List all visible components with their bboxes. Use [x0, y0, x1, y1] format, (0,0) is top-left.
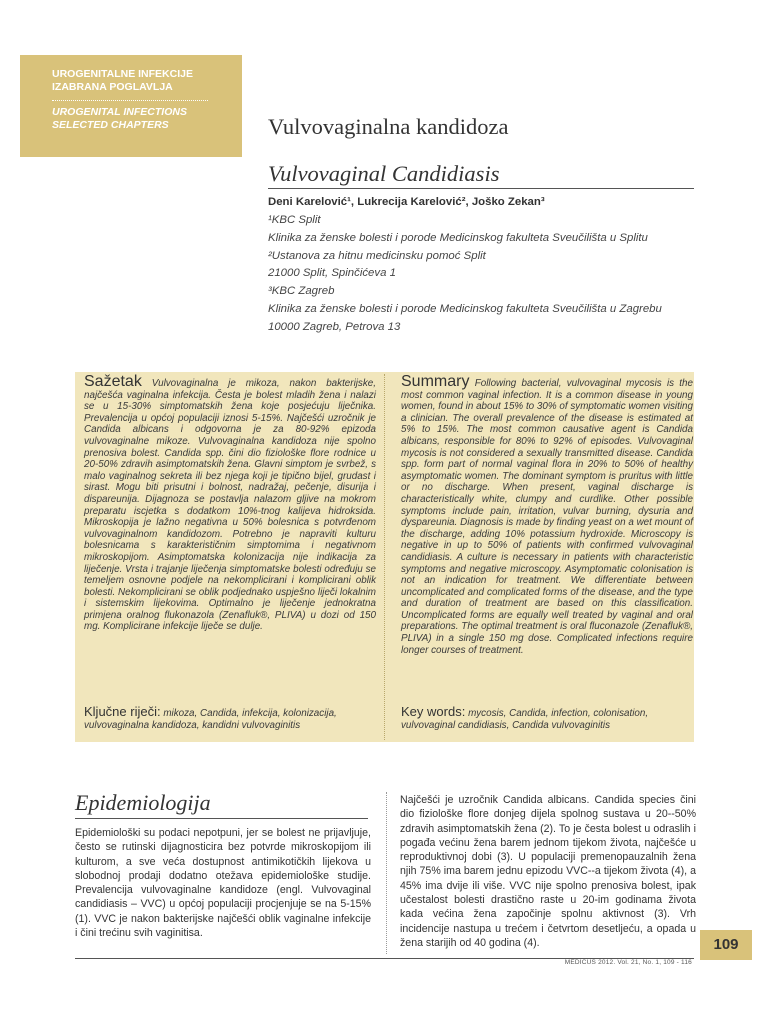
- banner-en-line2: SELECTED CHAPTERS: [52, 119, 169, 131]
- abstract-hr-text: Vulvovaginalna je mikoza, nakon bakterijske, najčešća vaginalna infekcija. Česta je bolest mladih žena i nalazi se u 15-30% simptomatskih žena koje posjećuju liječnika. Prevalencija u općoj populaciji iznosi 5-15%. Najčešći uzročnik je Candida albicans i odgovorna je za 80-92% epizoda vulvovaginalne mikoze. Vulvovaginalna kandidoza nije spolno prenosiva bolest. Candida spp. čini dio fiziološke flore rodnice u 20-50% zdravih asimptomatskih žena. Glavni simptom je svrbež, s malo vaginalnog sekreta ili bez njega koji je tipično bijel, grudast i sirast. Mogu biti prisutni i bolnost, nadražaj, pečenje, disurija i dispareunija. Dijagnoza se postavlja nalazom gljive na mokrom preparatu iscjetka s dodatkom 10%-tnog kalijeva hidroksida. Mikroskopija je lažno negativna u 50% bolesnica s potvrđenom vulvovaginalnom kandidozom. Potrebno je napraviti kulturu bolesnicama s karakterističnim simptomima i negativnom mikroskopijom. Asimptomatska kolonizacija nije indikacija za liječenje. Vrsta i trajanje liječenja simptomatske bolesti određuju se temeljem osnovne podjele na nekomplicirani i komplicirani oblik bolesti. Nekomplicirani se oblik podjednako uspješno liječi lokalnim i sistemskim lijekovima. Optimalno je liječenje jednokratna primjena oralnog flukonazola (Zenafluk®, PLIVA) u dozi od 150 mg. Komplicirane infekcije liječe se dulje.: [84, 378, 376, 633]
- keywords-hr: [84, 706, 376, 731]
- banner-hr-line2: IZABRANA POGLAVLJA: [52, 81, 173, 93]
- banner-hr-line1: UROGENITALNE INFEKCIJE: [52, 68, 193, 80]
- banner-divider: [52, 100, 208, 101]
- affiliation-item: 10000 Zagreb, Petrova 13: [268, 320, 401, 333]
- abstract-hr: [84, 373, 376, 633]
- affiliation-item: ²Ustanova za hitnu medicinsku pomoć Split: [268, 249, 486, 262]
- banner-en-line1: UROGENITAL INFECTIONS: [52, 106, 187, 118]
- keywords-en-label: Key words:: [401, 704, 466, 719]
- series-banner: [20, 55, 242, 157]
- keywords-en-text: mycosis, Candida, infection, colonisation, vulvovaginal candidiasis, Candida vulvovaginitis: [401, 708, 649, 731]
- page-number: 109: [700, 930, 752, 960]
- article-title-en: Vulvovaginal Candidiasis: [268, 161, 500, 186]
- section-heading: Epidemiologija: [75, 790, 211, 815]
- affiliation-item: ¹KBC Split: [268, 214, 321, 226]
- affiliation-item: ³KBC Zagreb: [268, 285, 335, 298]
- section-rule: [75, 818, 368, 819]
- abstract-hr-heading: Sažetak: [84, 373, 142, 390]
- keywords-hr-text: mikoza, Candida, infekcija, kolonizacija, vulvovaginalna kandidoza, kandidni vulvovaginitis: [84, 708, 337, 731]
- body-column-left: Epidemiološki su podaci nepotpuni, jer se bolest ne prijavljuje, često se rutinski dijagnosticira bez potvrde mikroskopijom ili kulturom, a sve veća dostupnost antimikotičkih lijekova u slobodnoj prodaji dodatno otežava epidemiološke studije. Prevalencija vulvovaginalne kandidoze (engl. Vulvovaginal candidiasis – VVC) u općoj populaciji procjenjuje se na 5-15% (1). VVC je nakon bakterijske najčešći oblik vaginalne infekcije i čini trećinu svih vaginitisa.: [75, 827, 371, 940]
- abstract-en-text: Following bacterial, vulvovaginal mycosis is the most common vaginal infection. It is a common disease in young women, found in about 15% to 30% of symptomatic women visiting a clinician. The overall prevalence of the disease is estimated at 5% to 15%. The most common causative agent is Candida albicans, responsible for 80% to 92% of episodes. Vulvovaginal mycosis is not considered a sexually transmitted disease. Candida spp. form part of normal vaginal flora in 20% to 50% of healthy asymptomatic women. The dominant symptom is pruritus with little or no discharge. When present, vaginal discharge is characteristically white, clumpy and curdlike. Other possible symptoms include pain, irritation, vulvar burning, dysuria and dyspareunia. Diagnosis is made by finding yeast on a wet mount of the discharge, adding 10% potassium hydroxide. Microscopy is negative in up to 50% of patients with confirmed vulvovaginal candidiasis. A culture is necessary in patients with characteristic symptoms and negative microscopy. Asymptomatic colonisation is not an indication for treatment. We differentiate between uncomplicated and complicated forms of the disease, and the type and duration of treatment are based on this classification. Uncomplicated forms are equally well treated by vaginal and oral preparations. The optimal treatment is oral fluconazole (Zenafluk®, PLIVA) in a single 150 mg dose. Complicated infections require longer courses of treatment.: [401, 378, 693, 656]
- article-title-hr: Vulvovaginalna kandidoza: [268, 114, 509, 139]
- affiliation-item: Klinika za ženske bolesti i porode Medicinskog fakulteta Sveučilišta u Zagrebu: [268, 302, 662, 315]
- affiliation-item: Klinika za ženske bolesti i porode Medicinskog fakulteta Sveučilišta u Splitu: [268, 231, 648, 244]
- body-column-separator: [386, 792, 387, 954]
- affiliation-item: 21000 Split, Spinčićeva 1: [268, 267, 396, 280]
- abstract-en-heading: Summary: [401, 373, 470, 390]
- body-column-right: Najčešći je uzročnik Candida albicans. Candida species čini dio fiziološke flore donjeg dijela spolnog sustava u 20--50% zdravih asimptomatskih žena (2). To je česta bolest u odraslih i pogađa većinu žena barem jednom tijekom života, najčešće u reproduktivnoj dobi (3). U populaciji premenopauzalnih žena njih 75% ima barem jednu epizodu VVC--a tijekom života (4), a 45% ima dvije ili više. VVC nije spolno prenosiva bolest, ipak učestalost bolesti drastično raste u 20-im godinama života kada većina žena započinje spolnu aktivnost (3). Vrh incidencije nastupa u trećem i četvrtom desetljeću, a opada u žena starijih od 40 godina (4).: [400, 794, 696, 949]
- author-list: Deni Karelović¹, Lukrecija Karelović², Joško Zekan³: [268, 196, 545, 208]
- abstract-column-separator: [384, 374, 385, 740]
- abstract-en: [401, 373, 693, 656]
- keywords-hr-label: Ključne riječi:: [84, 704, 161, 719]
- keywords-en: [401, 706, 693, 731]
- affiliation-list: [268, 214, 662, 339]
- journal-citation: MEDICUS 2012. Vol. 21, No. 1, 109 - 116: [564, 959, 692, 966]
- title-rule: [268, 188, 694, 189]
